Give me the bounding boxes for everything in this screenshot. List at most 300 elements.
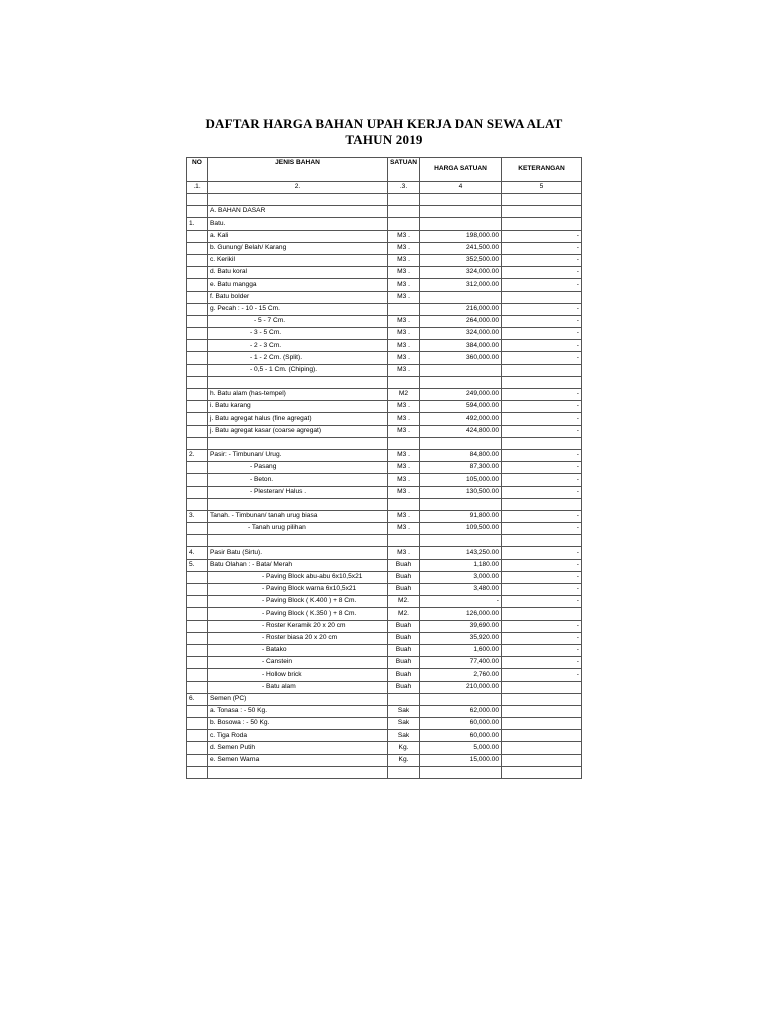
cell-material	[208, 340, 388, 352]
material-label: - Tanah urug pilihan	[248, 524, 306, 532]
table-row	[187, 230, 582, 242]
cell-keterangan: -	[502, 644, 582, 656]
cell-harga-satuan	[420, 498, 502, 510]
cell-no	[187, 206, 208, 218]
cell-no	[187, 571, 208, 583]
material-label: - 3 - 5 Cm.	[250, 329, 282, 337]
cell-harga-satuan: 35,920.00	[420, 632, 502, 644]
cell-harga-satuan: 109,500.00	[420, 523, 502, 535]
cell-no	[187, 242, 208, 254]
cell-material	[208, 352, 388, 364]
cell-keterangan: -	[502, 279, 582, 291]
cell-no	[187, 596, 208, 608]
material-label: - Hollow brick	[262, 670, 302, 678]
cell-keterangan	[502, 730, 582, 742]
cell-harga-satuan: 62,000.00	[420, 705, 502, 717]
cell-material	[208, 571, 388, 583]
cell-harga-satuan: 143,250.00	[420, 547, 502, 559]
cell-material	[208, 584, 388, 596]
cell-material: b. Gunung/ Belah/ Karang	[208, 242, 388, 254]
cell-no	[187, 352, 208, 364]
cell-no	[187, 340, 208, 352]
table-row	[187, 584, 582, 596]
cell-no	[187, 254, 208, 266]
cell-keterangan: -	[502, 413, 582, 425]
cell-harga-satuan	[420, 206, 502, 218]
cell-no	[187, 315, 208, 327]
cell-keterangan: -	[502, 340, 582, 352]
cell-keterangan: -	[502, 389, 582, 401]
cell-no	[187, 230, 208, 242]
cell-harga-satuan: 15,000.00	[420, 754, 502, 766]
cell-satuan: Buah	[388, 681, 420, 693]
table-row	[187, 401, 582, 413]
cell-keterangan	[502, 742, 582, 754]
table-row	[187, 425, 582, 437]
cell-satuan: M3 .	[388, 315, 420, 327]
cell-no	[187, 291, 208, 303]
material-label: - Batako	[262, 646, 287, 654]
cell-harga-satuan: 324,000.00	[420, 328, 502, 340]
material-label: - Batu alam	[262, 682, 296, 690]
table-row	[187, 681, 582, 693]
cell-satuan: M3 .	[388, 352, 420, 364]
cell-harga-satuan: 198,000.00	[420, 230, 502, 242]
cell-no	[187, 669, 208, 681]
cell-no	[187, 425, 208, 437]
cell-no	[187, 705, 208, 717]
table-row	[187, 523, 582, 535]
cell-keterangan	[502, 693, 582, 705]
cell-satuan: Buah	[388, 644, 420, 656]
table-row	[187, 742, 582, 754]
cell-harga-satuan: 216,000.00	[420, 303, 502, 315]
cell-keterangan: -	[502, 303, 582, 315]
cell-keterangan	[502, 754, 582, 766]
header-harga-satuan: HARGA SATUAN	[420, 158, 502, 182]
cell-material	[208, 632, 388, 644]
cell-harga-satuan: 105,000.00	[420, 474, 502, 486]
cell-harga-satuan	[420, 376, 502, 388]
cell-material: Pasir: - Timbunan/ Urug.	[208, 449, 388, 461]
cell-material: a. Tonasa : - 50 Kg.	[208, 705, 388, 717]
cell-harga-satuan: 3,000.00	[420, 571, 502, 583]
cell-keterangan: -	[502, 584, 582, 596]
table-row	[187, 766, 582, 778]
cell-keterangan: -	[502, 632, 582, 644]
cell-harga-satuan	[420, 218, 502, 230]
table-row	[187, 389, 582, 401]
material-label: - 5 - 7 Cm.	[254, 317, 286, 325]
cell-no	[187, 194, 208, 206]
cell-harga-satuan: 87,300.00	[420, 462, 502, 474]
cell-harga-satuan: 60,000.00	[420, 730, 502, 742]
cell-harga-satuan	[420, 693, 502, 705]
cell-keterangan	[502, 718, 582, 730]
cell-harga-satuan: 264,000.00	[420, 315, 502, 327]
cell-material: i. Batu karang	[208, 401, 388, 413]
cell-harga-satuan: 5,000.00	[420, 742, 502, 754]
table-row	[187, 608, 582, 620]
table-row	[187, 571, 582, 583]
cell-satuan: Buah	[388, 571, 420, 583]
table-row	[187, 291, 582, 303]
material-label: - Pasang	[250, 463, 277, 471]
cell-no	[187, 718, 208, 730]
cell-satuan: Kg.	[388, 754, 420, 766]
table-row	[187, 242, 582, 254]
table-row	[187, 254, 582, 266]
cell-satuan: Kg.	[388, 742, 420, 754]
cell-satuan	[388, 693, 420, 705]
material-label: - Paving Block ( K.400 ) + 8 Cm.	[262, 597, 357, 605]
cell-keterangan	[502, 206, 582, 218]
table-row	[187, 449, 582, 461]
table-row	[187, 705, 582, 717]
cell-material	[208, 462, 388, 474]
cell-material	[208, 486, 388, 498]
cell-material	[208, 620, 388, 632]
cell-no	[187, 535, 208, 547]
cell-material: c. Kerikil	[208, 254, 388, 266]
cell-satuan	[388, 218, 420, 230]
cell-material	[208, 523, 388, 535]
cell-material	[208, 535, 388, 547]
cell-keterangan	[502, 608, 582, 620]
column-number: .1.	[187, 182, 208, 194]
cell-satuan	[388, 437, 420, 449]
cell-harga-satuan: 594,000.00	[420, 401, 502, 413]
cell-keterangan: -	[502, 315, 582, 327]
cell-no	[187, 632, 208, 644]
cell-harga-satuan: 210,000.00	[420, 681, 502, 693]
cell-satuan: Sak	[388, 718, 420, 730]
cell-satuan: M3 .	[388, 510, 420, 522]
cell-no	[187, 730, 208, 742]
cell-keterangan: -	[502, 559, 582, 571]
cell-no	[187, 486, 208, 498]
cell-satuan	[388, 535, 420, 547]
table-row	[187, 644, 582, 656]
cell-harga-satuan: 1,600.00	[420, 644, 502, 656]
cell-keterangan: -	[502, 620, 582, 632]
cell-no	[187, 437, 208, 449]
table-row	[187, 267, 582, 279]
cell-satuan: Buah	[388, 632, 420, 644]
cell-material: d. Batu koral	[208, 267, 388, 279]
table-row	[187, 474, 582, 486]
cell-material: g. Pecah : - 10 - 15 Cm.	[208, 303, 388, 315]
cell-no	[187, 474, 208, 486]
cell-keterangan	[502, 376, 582, 388]
table-row	[187, 328, 582, 340]
cell-no: 5.	[187, 559, 208, 571]
cell-keterangan	[502, 535, 582, 547]
cell-material	[208, 644, 388, 656]
material-label: - Paving Block ( K.350 ) + 8 Cm.	[262, 609, 357, 617]
cell-material: f. Batu bolder	[208, 291, 388, 303]
cell-no	[187, 523, 208, 535]
cell-harga-satuan	[420, 766, 502, 778]
cell-material: d. Semen Putih	[208, 742, 388, 754]
cell-keterangan: -	[502, 486, 582, 498]
cell-satuan: M3 .	[388, 425, 420, 437]
cell-satuan: M3 .	[388, 242, 420, 254]
header-jenis-bahan: JENIS BAHAN	[208, 158, 388, 182]
cell-satuan: M3 .	[388, 547, 420, 559]
cell-no	[187, 376, 208, 388]
column-number-row	[187, 182, 582, 194]
cell-satuan: M2.	[388, 596, 420, 608]
table-row	[187, 510, 582, 522]
cell-satuan	[388, 498, 420, 510]
table-row	[187, 315, 582, 327]
cell-no	[187, 766, 208, 778]
table-row	[187, 413, 582, 425]
material-label: - Roster Keramik 20 x 20 cm	[262, 621, 346, 629]
table-row	[187, 498, 582, 510]
header-satuan: SATUAN	[388, 158, 420, 182]
cell-satuan	[388, 376, 420, 388]
cell-material: A. BAHAN DASAR	[208, 206, 388, 218]
table-row	[187, 657, 582, 669]
document-title: DAFTAR HARGA BAHAN UPAH KERJA DAN SEWA ALAT	[205, 116, 563, 131]
material-label: - Plesteran/ Halus .	[250, 487, 307, 495]
cell-harga-satuan: 39,690.00	[420, 620, 502, 632]
cell-no	[187, 279, 208, 291]
cell-keterangan	[502, 498, 582, 510]
header-no: NO	[187, 158, 208, 182]
cell-no: 3.	[187, 510, 208, 522]
cell-material: e. Batu mangga	[208, 279, 388, 291]
cell-satuan: M3 .	[388, 267, 420, 279]
table-row	[187, 632, 582, 644]
cell-no: 4.	[187, 547, 208, 559]
cell-satuan: M3 .	[388, 279, 420, 291]
cell-satuan: M3 .	[388, 254, 420, 266]
cell-harga-satuan: 84,800.00	[420, 449, 502, 461]
table-row	[187, 206, 582, 218]
cell-material	[208, 669, 388, 681]
table-row	[187, 730, 582, 742]
material-label: - Roster biasa 20 x 20 cm	[262, 634, 338, 642]
table-row	[187, 462, 582, 474]
cell-material	[208, 608, 388, 620]
cell-harga-satuan: 1,180.00	[420, 559, 502, 571]
cell-satuan: M3 .	[388, 291, 420, 303]
table-row	[187, 218, 582, 230]
cell-harga-satuan	[420, 194, 502, 206]
cell-keterangan: -	[502, 523, 582, 535]
column-number: 5	[502, 182, 582, 194]
cell-satuan: M3 .	[388, 449, 420, 461]
cell-material: Batu.	[208, 218, 388, 230]
cell-harga-satuan: 91,800.00	[420, 510, 502, 522]
cell-no	[187, 681, 208, 693]
cell-no	[187, 742, 208, 754]
table-row	[187, 547, 582, 559]
material-label: - Paving Block warna 6x10,5x21	[262, 585, 357, 593]
cell-keterangan	[502, 218, 582, 230]
material-label: - 0,5 - 1 Cm. (Chiping).	[250, 365, 318, 373]
cell-no	[187, 364, 208, 376]
cell-no	[187, 267, 208, 279]
cell-material: j. Batu agregat kasar (coarse agregat)	[208, 425, 388, 437]
cell-keterangan: -	[502, 462, 582, 474]
cell-material	[208, 498, 388, 510]
cell-harga-satuan: 77,400.00	[420, 657, 502, 669]
cell-harga-satuan: 60,000.00	[420, 718, 502, 730]
cell-keterangan: -	[502, 571, 582, 583]
header-keterangan: KETERANGAN	[502, 158, 582, 182]
cell-keterangan: -	[502, 425, 582, 437]
cell-harga-satuan: 126,000.00	[420, 608, 502, 620]
material-label: - Beton.	[250, 475, 274, 483]
cell-keterangan	[502, 681, 582, 693]
table-row	[187, 535, 582, 547]
cell-material	[208, 376, 388, 388]
cell-harga-satuan: 249,000.00	[420, 389, 502, 401]
cell-material: Batu Olahan : - Bata/ Merah	[208, 559, 388, 571]
cell-keterangan: -	[502, 267, 582, 279]
cell-no: 2.	[187, 449, 208, 461]
cell-material	[208, 596, 388, 608]
cell-material: a. Kali	[208, 230, 388, 242]
cell-harga-satuan: 312,000.00	[420, 279, 502, 291]
table-row	[187, 718, 582, 730]
column-number: 2.	[208, 182, 388, 194]
cell-harga-satuan	[420, 364, 502, 376]
cell-satuan: M3 .	[388, 474, 420, 486]
table-row	[187, 279, 582, 291]
column-number: 4	[420, 182, 502, 194]
cell-satuan: M3 .	[388, 364, 420, 376]
table-row	[187, 559, 582, 571]
cell-keterangan	[502, 766, 582, 778]
cell-harga-satuan	[420, 291, 502, 303]
cell-satuan: Sak	[388, 705, 420, 717]
cell-keterangan: -	[502, 474, 582, 486]
cell-satuan	[388, 766, 420, 778]
cell-harga-satuan: 492,000.00	[420, 413, 502, 425]
cell-satuan: M3 .	[388, 230, 420, 242]
cell-keterangan	[502, 291, 582, 303]
table-row	[187, 596, 582, 608]
cell-keterangan: -	[502, 401, 582, 413]
cell-satuan: Buah	[388, 669, 420, 681]
cell-no	[187, 754, 208, 766]
table-row	[187, 364, 582, 376]
cell-keterangan	[502, 364, 582, 376]
cell-satuan	[388, 303, 420, 315]
cell-harga-satuan: 384,000.00	[420, 340, 502, 352]
cell-keterangan: -	[502, 328, 582, 340]
cell-material	[208, 315, 388, 327]
cell-keterangan: -	[502, 669, 582, 681]
cell-no	[187, 498, 208, 510]
cell-no	[187, 328, 208, 340]
material-label: - 2 - 3 Cm.	[250, 341, 282, 349]
cell-material	[208, 681, 388, 693]
cell-keterangan: -	[502, 657, 582, 669]
cell-satuan: Buah	[388, 559, 420, 571]
cell-harga-satuan	[420, 535, 502, 547]
cell-satuan: M2.	[388, 608, 420, 620]
cell-keterangan: -	[502, 230, 582, 242]
table-row	[187, 754, 582, 766]
cell-material: j. Batu agregat halus (fine agregat)	[208, 413, 388, 425]
cell-keterangan	[502, 194, 582, 206]
cell-harga-satuan: -	[420, 596, 502, 608]
cell-satuan: Sak	[388, 730, 420, 742]
cell-satuan: M3 .	[388, 340, 420, 352]
cell-harga-satuan: 424,800.00	[420, 425, 502, 437]
cell-material: h. Batu alam (has-tempel)	[208, 389, 388, 401]
cell-satuan: Buah	[388, 584, 420, 596]
cell-no	[187, 584, 208, 596]
cell-no	[187, 620, 208, 632]
cell-no	[187, 608, 208, 620]
material-label: - Canstein	[262, 658, 293, 666]
cell-no: 1.	[187, 218, 208, 230]
cell-no	[187, 389, 208, 401]
table-row	[187, 303, 582, 315]
cell-satuan: M3 .	[388, 401, 420, 413]
cell-harga-satuan: 241,500.00	[420, 242, 502, 254]
table-row	[187, 693, 582, 705]
cell-harga-satuan: 324,000.00	[420, 267, 502, 279]
cell-material: Tanah. - Timbunan/ tanah urug biasa	[208, 510, 388, 522]
cell-harga-satuan: 3,480.00	[420, 584, 502, 596]
table-row	[187, 352, 582, 364]
table-row	[187, 340, 582, 352]
cell-satuan: M3 .	[388, 462, 420, 474]
cell-no	[187, 644, 208, 656]
cell-keterangan: -	[502, 596, 582, 608]
cell-no	[187, 401, 208, 413]
price-table	[186, 157, 582, 779]
cell-material: e. Semen Warna	[208, 754, 388, 766]
cell-material	[208, 657, 388, 669]
cell-satuan: M3 .	[388, 413, 420, 425]
cell-no: 6.	[187, 693, 208, 705]
cell-material	[208, 766, 388, 778]
cell-satuan: Buah	[388, 620, 420, 632]
cell-harga-satuan: 360,000.00	[420, 352, 502, 364]
cell-material: b. Bosowa : - 50 Kg.	[208, 718, 388, 730]
cell-satuan: M2	[388, 389, 420, 401]
cell-material: Pasir Batu (Sirtu).	[208, 547, 388, 559]
cell-keterangan	[502, 705, 582, 717]
cell-material	[208, 328, 388, 340]
table-row	[187, 376, 582, 388]
cell-keterangan	[502, 437, 582, 449]
cell-satuan: Buah	[388, 657, 420, 669]
cell-harga-satuan: 130,500.00	[420, 486, 502, 498]
cell-keterangan: -	[502, 547, 582, 559]
material-label: - 1 - 2 Cm. (Split).	[250, 353, 303, 361]
cell-material: Semen (PC)	[208, 693, 388, 705]
cell-no	[187, 303, 208, 315]
cell-no	[187, 462, 208, 474]
cell-keterangan: -	[502, 254, 582, 266]
cell-material	[208, 364, 388, 376]
table-row	[187, 437, 582, 449]
table-row	[187, 194, 582, 206]
cell-harga-satuan: 2,760.00	[420, 669, 502, 681]
cell-harga-satuan: 352,500.00	[420, 254, 502, 266]
material-label: - Paving Block abu-abu 6x10,5x21	[262, 573, 363, 581]
